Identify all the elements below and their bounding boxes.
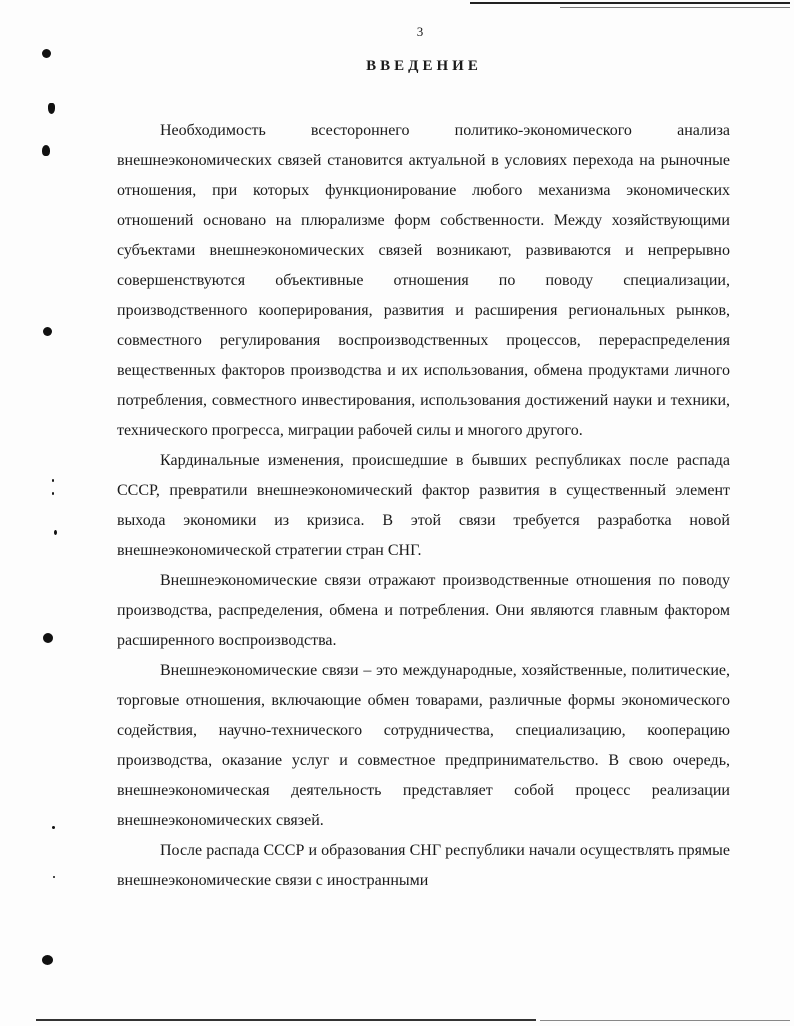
paragraph-5: После распада СССР и образования СНГ республики начали осуществлять прямые внешнеэкономические связи с иностранными: [117, 842, 730, 889]
paragraph-1: Необходимость всестороннего политико-экономического анализа внешнеэкономических связей становится актуальной в условиях перехода на рыночные отношения, при которых функционирование любого механизма экономических отношений основано на плюрализме форм собственности. Между хозяйствующими субъектами внешнеэкономических связей возникают, развиваются и непрерывно совершенствуются объективные отношения по поводу специализации, производственного кооперирования, развития и расширения региональных рынков, совместного регулирования воспроизводственных процессов, перераспределения вещественных факторов производства и их использования, обмена продуктами личного потребления, совместного инвестирования, использования достижений науки и техники, технического прогресса, миграции рабочей силы и многого другого.: [117, 122, 730, 439]
body-text: [117, 116, 730, 896]
scan-speck: [53, 876, 55, 878]
scan-speck: [52, 492, 54, 495]
scan-speck: [43, 327, 52, 336]
scan-speck: [52, 826, 55, 829]
paragraph-4: Внешнеэкономические связи – это международные, хозяйственные, политические, торговые отношения, включающие обмен товарами, различные формы экономического содействия, научно-технического сотрудничества, специализацию, кооперацию производства, оказание услуг и совместное предпринимательство. В свою очередь, внешнеэкономическая деятельность представляет собой процесс реализации внешнеэкономических связей.: [117, 662, 730, 829]
top-scan-rule: [470, 2, 790, 4]
scan-speck: [42, 49, 51, 58]
scan-speck: [43, 633, 53, 643]
top-scan-rule-thin: [560, 7, 790, 8]
scan-speck: [54, 530, 57, 535]
scan-speck: [42, 145, 50, 156]
paragraph-3: Внешнеэкономические связи отражают производственные отношения по поводу производства, распределения, обмена и потребления. Они являются главным фактором расширенного воспроизводства.: [117, 572, 730, 649]
bottom-scan-rule: [36, 1019, 536, 1021]
page-number: 3: [416, 24, 424, 39]
paragraph-2: Кардинальные изменения, происшедшие в бывших республиках после распада СССР, превратили внешнеэкономический фактор развития в существенный элемент выхода экономики из кризиса. В этой связи требуется разработка новой внешнеэкономической стратегии стран СНГ.: [117, 452, 730, 559]
bottom-scan-rule-thin: [540, 1020, 790, 1021]
page-title: ВВЕДЕНИЕ: [366, 58, 482, 74]
scan-speck: [42, 955, 53, 965]
scan-speck: [48, 103, 55, 114]
scan-speck: [52, 479, 54, 482]
